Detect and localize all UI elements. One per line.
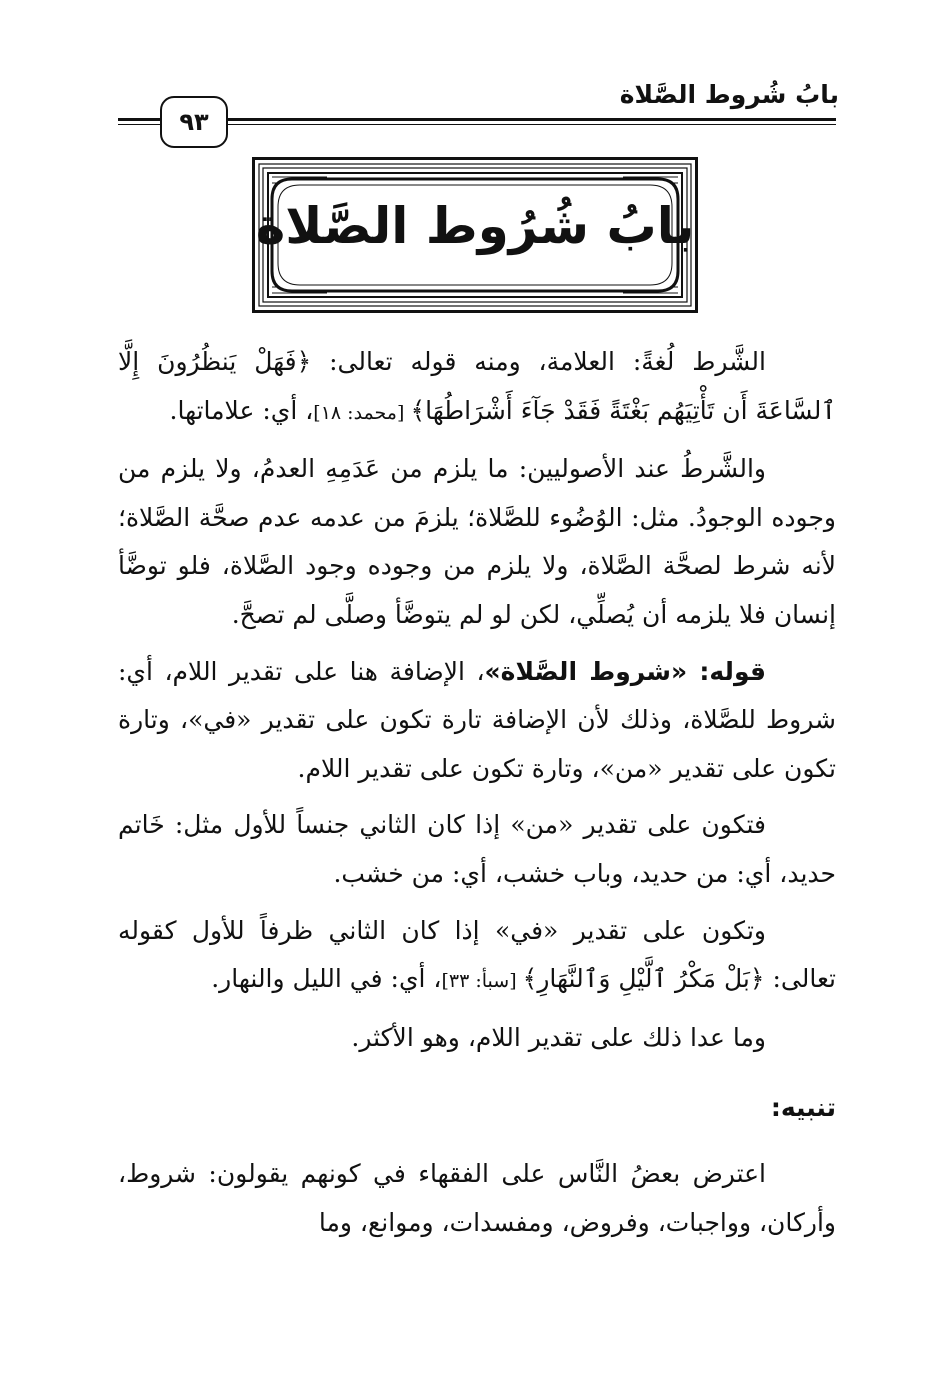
paragraph-notice (118, 1150, 836, 1247)
text: وتكون على تقدير «في» إذا كان الثاني ظرفاً للأول كقوله تعالى: (118, 915, 836, 994)
quran-verse: ﴿بَلْ مَكْرُ ٱلَّيْلِ وَٱلنَّهَارِ﴾ (522, 964, 765, 994)
text: ، أي: في الليل والنهار. (211, 964, 442, 994)
chapter-title-frame (252, 157, 698, 313)
paragraph-qawluh (118, 648, 836, 794)
page-number: ٩٣ (160, 96, 228, 148)
paragraph-min (118, 801, 836, 898)
paragraph-definition (118, 338, 836, 437)
text: الشَّرط لُغةً: العلامة، ومنه قوله تعالى: (311, 347, 766, 376)
text: فتكون على تقدير «من» إذا كان الثاني جنساً للأول مثل: خَاتم حديد، أي: من حديد، وباب خشب، أي: من خشب. (118, 810, 836, 888)
body-text (118, 338, 836, 1256)
notice-heading: تنبيه: (770, 1093, 836, 1123)
header-rule (118, 124, 162, 125)
verse-reference: [محمد: ١٨] (313, 401, 411, 424)
header-rule (222, 118, 836, 121)
chapter-title: بابُ شُرُوط الصَّلاة (255, 197, 695, 255)
quran-verse: ﴿فَهَلْ يَنظُرُونَ إِلَّا ٱلسَّاعَةَ أَن تَأْتِيَهُم بَغْتَةً فَقَدْ جَآءَ أَشْرَاطُهَا﴾ (118, 347, 836, 425)
text: ، الإضافة هنا على تقدير اللام، أي: شروط للصَّلاة، وذلك لأن الإضافة تارة تكون على تقدير «في»، وتارة تكون على تقدير «من»، وتارة تكون على تقدير اللام. (118, 656, 836, 783)
paragraph-fi (118, 907, 836, 1006)
text: ، أي: علاماتها. (169, 395, 314, 425)
paragraph-lam (118, 1014, 836, 1063)
text: والشَّرطُ عند الأصوليين: ما يلزم من عَدَمِهِ العدمُ، ولا يلزم من وجوده الوجودُ. مثل: الوُضُوء للصَّلاة؛ يلزمَ من عدمه عدم صحَّة الصَّلاة؛ لأنه شرط لصحَّة الصَّلاة، ولا يلزم من وجوده وجود الصَّلاة، فلو توضَّأ إنسان فلا يلزمه أن يُصلِّي، لكن لو لم يتوضَّأ وصلَّى لم تصحَّ. (118, 454, 836, 629)
header-rule (118, 118, 162, 121)
paragraph-usul (118, 445, 836, 639)
text: وما عدا ذلك على تقدير اللام، وهو الأكثر. (351, 1022, 766, 1052)
header-rule (222, 124, 836, 125)
bold-lemma: قوله: «شروط الصَّلاة» (484, 656, 766, 686)
running-title: بابُ شُروط الصَّلاة (619, 80, 839, 109)
text: اعترض بعضُ النَّاس على الفقهاء في كونهم يقولون: شروط، وأركان، وواجبات، وفروض، ومفسدات، وموانع، وما (118, 1159, 836, 1237)
verse-reference: [سبأ: ٣٣] (441, 970, 523, 993)
